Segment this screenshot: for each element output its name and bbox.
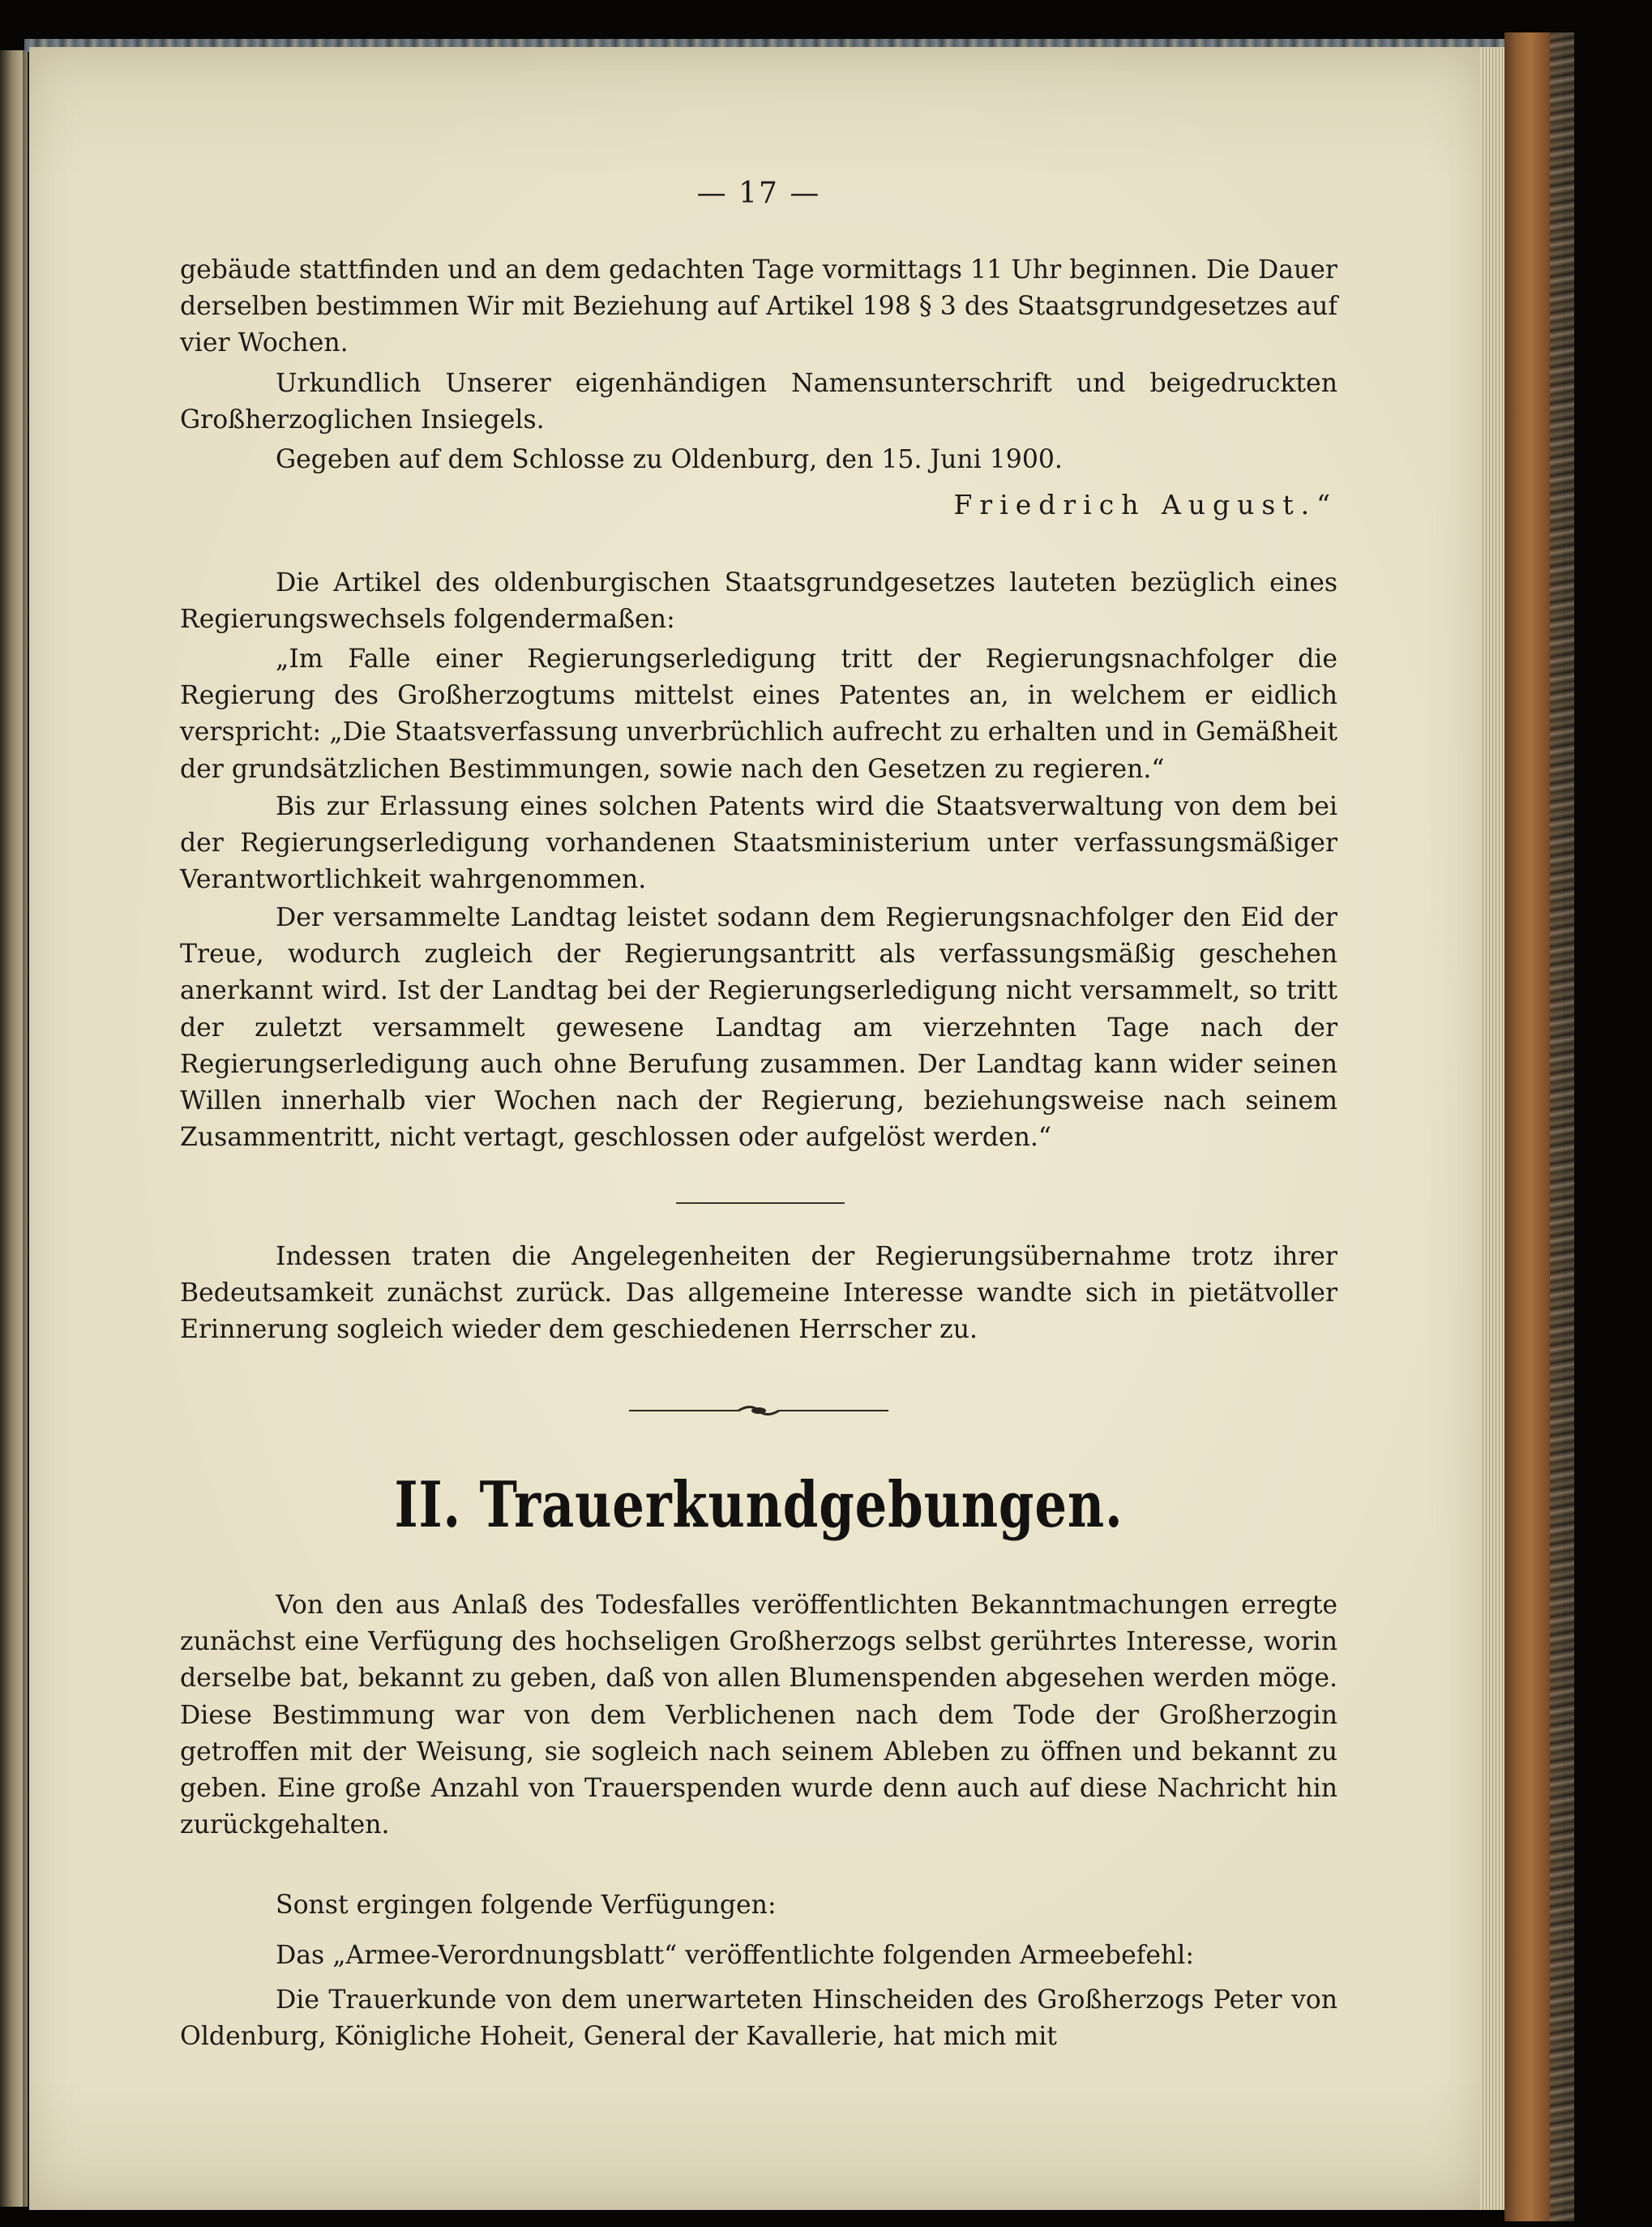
paragraph-announcements: Von den aus Anlaß des Todesfalles veröffentlichten Bekanntmachungen erregte zunächst eine Verfügung des hochseligen Großherzogs selbst gerührtes Interesse, worin derselbe bat, bekannt zu geben, daß von allen Blumenspenden abgesehen werden möge. Diese Bestimmung war von dem Verblichenen nach dem Tode der Großherzogin getroffen mit der Weisung, sie sogleich nach seinem Ableben zu öffnen und bekannt zu geben. Eine große Anzahl von Trauerspenden wurde denn auch auf diese Nachricht hin zurückgehalten. [180,1591,1337,1840]
marbled-cover [1550,32,1574,2221]
paragraph-quote-3: Der versammelte Landtag leistet sodann dem Regierungsnachfolger den Eid der Treue, wodurch zugleich der Regierungsantritt als verfassungsmäßig geschehen anerkannt wird. Ist der Landtag bei der Regierungserledigung nicht versammelt, so tritt der zuletzt versammelt gewesene Landtag am vierzehnten Tage nach der Regierungserledigung auch ohne Berufung zusammen. Der Landtag kann wider seinen Willen innerhalb vier Wochen nach der Regierung, beziehungsweise nach seinem Zusammentritt, nicht vertagt, geschlossen oder aufgelöst werden.“ [180,903,1337,1153]
paragraph-quote-2: Bis zur Erlassung eines solchen Patents wird die Staatsverwaltung von dem bei der Regierungserledigung vorhandenen Staatsministerium unter verfassungsmäßiger Verantwortlichkeit wahrgenommen. [180,792,1337,895]
paragraph-quote-1: „Im Falle einer Regierungserledigung tritt der Regierungsnachfolger die Regierung des Großherzogtums mittelst eines Patentes an, in welchem er eidlich verspricht: „Die Staatsverfassung unverbrüchlich aufrecht zu erhalten und in Gemäßheit der grundsätzlichen Bestimmungen, sowie nach den Gesetzen zu regieren.“ [180,645,1337,784]
paragraph-orders-intro: Sonst ergingen folgende Verfügungen: [276,1891,777,1920]
paragraph-constitution-intro: Die Artikel des oldenburgischen Staatsgrundgesetzes lauteten bezüglich eines Regierungswechsels folgendermaßen: [180,568,1337,635]
signature: Friedrich August.“ [953,489,1337,520]
paragraph-transition: Indessen traten die Angelegenheiten der Regierungsübernahme trotz ihrer Bedeutsamkeit zunächst zurück. Das allgemeine Interesse wandte sich in pietätvoller Erinnerung sogleich wieder dem geschiedenen Herrscher zu. [180,1242,1337,1345]
section-divider-line [676,1202,845,1204]
paragraph-dateline: Gegeben auf dem Schlosse zu Oldenburg, den 15. Juni 1900. [276,445,1063,474]
paragraph-army-order: Die Trauerkunde von dem unerwarteten Hinscheiden des Großherzogs Peter von Oldenburg, Königliche Hoheit, General der Kavallerie, hat mich mit [180,1985,1337,2052]
paragraph-army-gazette: Das „Armee-Verordnungsblatt“ veröffentlichte folgenden Armeebefehl: [276,1941,1194,1970]
page-number: — 17 — [696,177,821,210]
book-page [29,47,1480,2210]
section-heading: II. Trauerkundgebungen. [394,1468,1123,1542]
ornament-divider [629,1398,888,1423]
paragraph-decree-end: gebäude stattfinden und an dem gedachten Tage vormittags 11 Uhr beginnen. Die Dauer derselben bestimmen Wir mit Beziehung auf Artikel 198 § 3 des Staatsgrundgesetzes auf vier Wochen. [180,255,1337,358]
page-stack-edges [1480,47,1504,2210]
paragraph-attestation: Urkundlich Unserer eigenhändigen Namensunterschrift und beigedruckten Großherzoglichen Insiegels. [180,369,1337,435]
